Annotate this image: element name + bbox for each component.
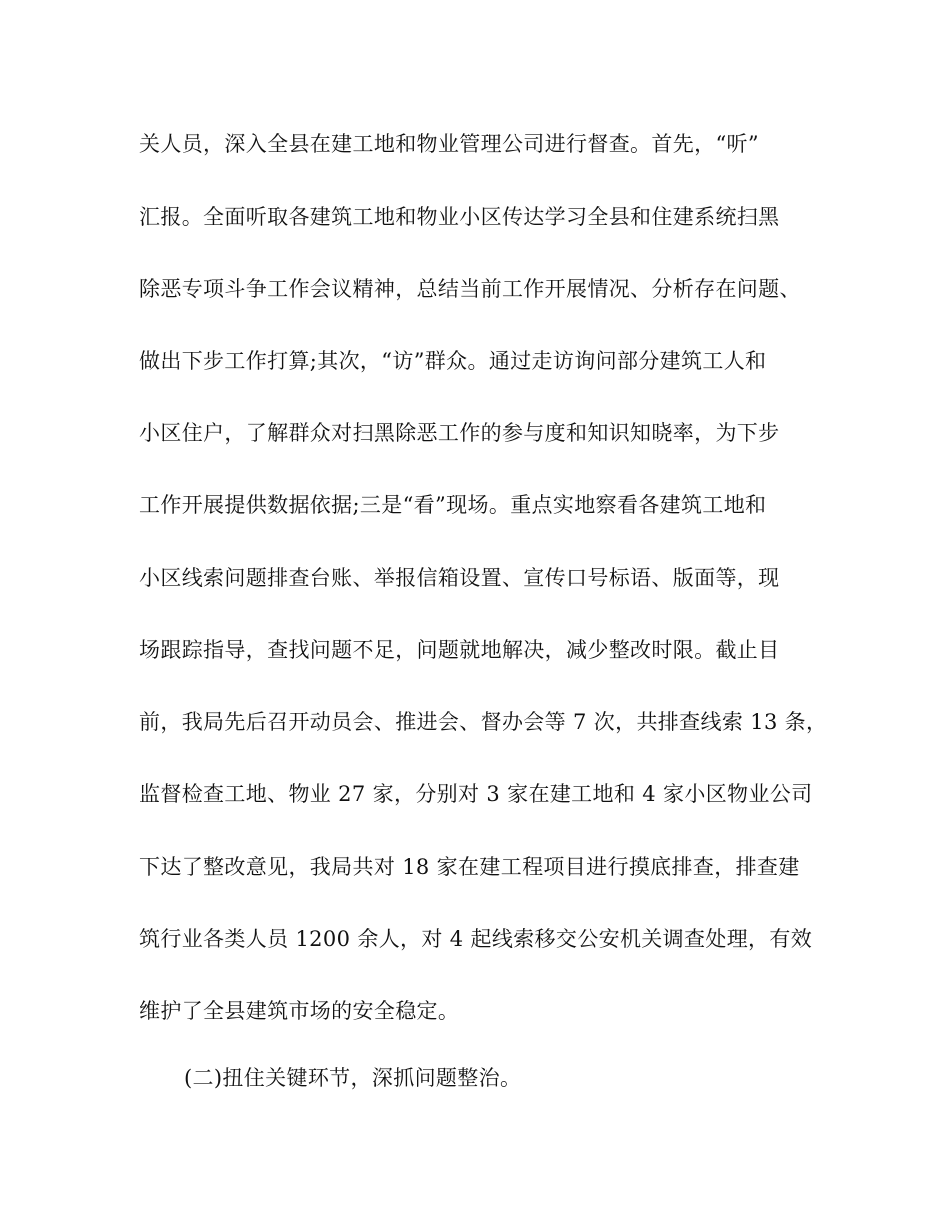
paragraph-line: 下达了整改意见，我局共对 18 家在建工程项目进行摸底排查，排查建 [139, 855, 800, 879]
paragraph-line: 小区线索问题排查台账、举报信箱设置、宣传口号标语、版面等，现 [139, 566, 780, 590]
paragraph-line: 做出下步工作打算;其次，“访”群众。通过走访询问部分建筑工人和 [139, 349, 767, 373]
paragraph-line: 除恶专项斗争工作会议精神，总结当前工作开展情况、分析存在问题、 [139, 277, 801, 301]
section-heading: (二)扭住关键环节，深抓问题整治。 [184, 1066, 522, 1090]
paragraph-line: 筑行业各类人员 1200 余人，对 4 起线索移交公安机关调查处理，有效 [139, 927, 813, 951]
paragraph-line: 关人员，深入全县在建工地和物业管理公司进行督查。首先，“听” [139, 132, 759, 156]
paragraph-line: 前，我局先后召开动员会、推进会、督办会等 7 次，共排查线索 13 条， [139, 710, 828, 734]
paragraph-line: 小区住户，了解群众对扫黑除恶工作的参与度和知识知晓率，为下步 [139, 421, 780, 445]
paragraph-line: 维护了全县建筑市场的安全稳定。 [139, 999, 460, 1023]
paragraph-line: 工作开展提供数据依据;三是“看”现场。重点实地察看各建筑工地和 [139, 493, 767, 517]
paragraph-line: 场跟踪指导，查找问题不足，问题就地解决，减少整改时限。截止目 [139, 638, 780, 662]
paragraph-line: 监督检查工地、物业 27 家，分别对 3 家在建工地和 4 家小区物业公司 [139, 782, 813, 806]
paragraph-line: 汇报。全面听取各建筑工地和物业小区传达学习全县和住建系统扫黑 [139, 205, 780, 229]
